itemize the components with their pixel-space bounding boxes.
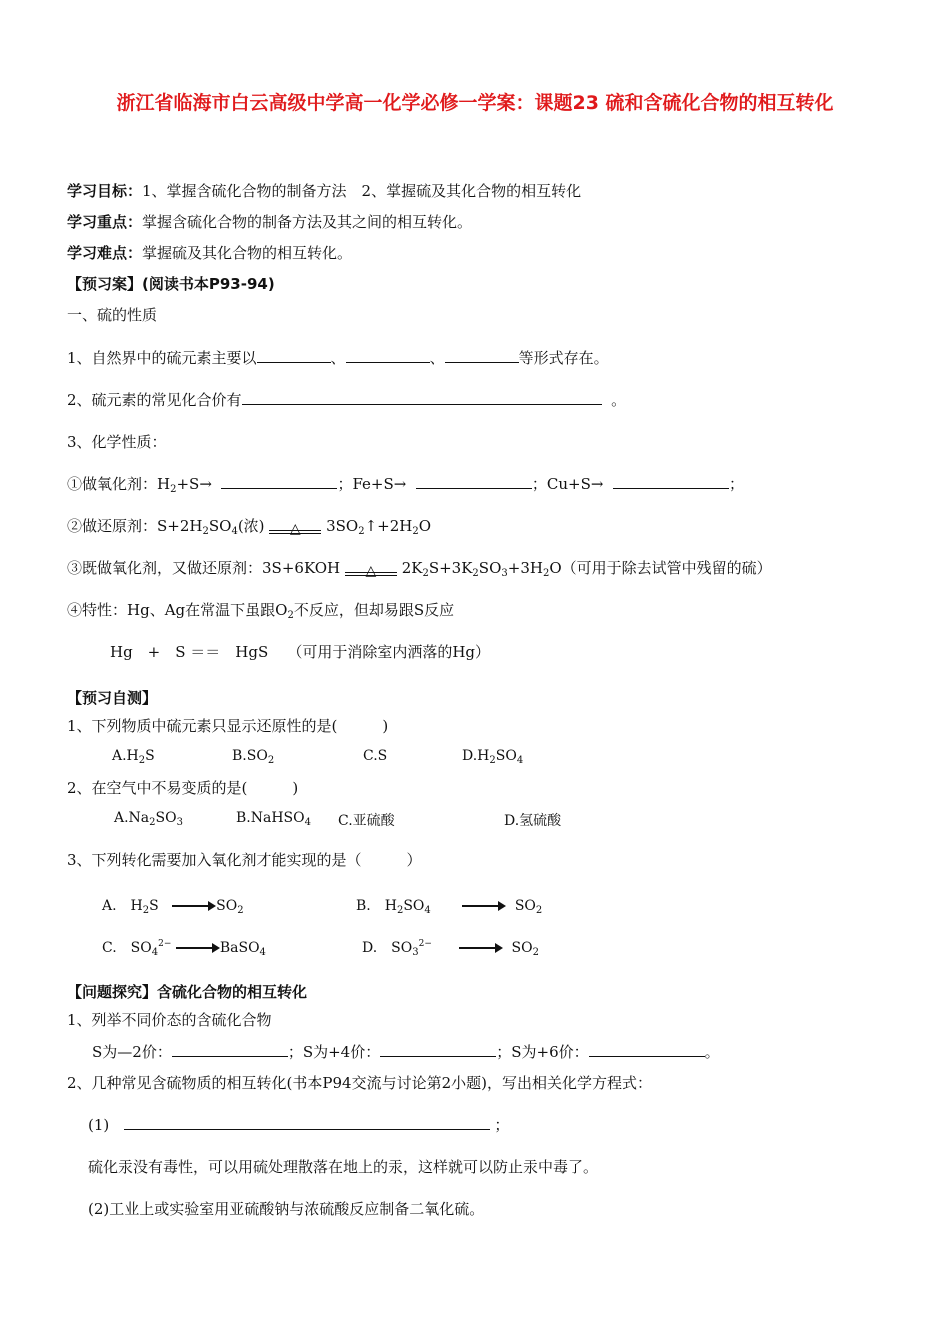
t1-d-sub2: 4 [516, 755, 524, 766]
ox-r1: H [157, 475, 171, 493]
t3-b-sub: 2 [396, 905, 404, 916]
ox-r2: Fe+S [352, 475, 394, 493]
q1-blank-1[interactable] [257, 348, 331, 363]
both-rhs3: SO [478, 559, 502, 577]
equation-1 [88, 1115, 509, 1135]
preview-header: 【预习案】(阅读书本P93-94) [67, 275, 275, 293]
t3-a-product: SO [216, 898, 238, 914]
ox-blank-3[interactable] [613, 474, 729, 489]
both-rhs4: +3H [507, 559, 543, 577]
special-text1: Hg、Ag在常温下虽跟O [127, 601, 288, 619]
q1-blank-2[interactable] [346, 348, 430, 363]
learning-goals [67, 181, 581, 201]
red-lhs2-sub: 4 [231, 526, 238, 537]
t2-a-sub: 2 [149, 817, 156, 828]
valence-end: 。 [704, 1043, 720, 1061]
valence-plus4-blank[interactable] [380, 1042, 496, 1057]
test-question-2: 2、在空气中不易变质的是( ) [67, 779, 299, 797]
reductant-reaction [67, 516, 431, 542]
t1-option-b[interactable] [232, 748, 274, 766]
section-sulfur-properties: 一、硫的性质 [67, 306, 158, 324]
eq-bar-2 [269, 530, 321, 531]
t3-b-text: B. H [356, 898, 397, 914]
t3-a-text2: S [149, 898, 159, 914]
t1-a-text2: S [145, 748, 155, 764]
oxidant-reactions: ①做氧化剂：$H_2+S\to$ ；Fe+S→ ；Cu+S→ ； [67, 475, 745, 495]
t3-c-sup: 2− [158, 939, 172, 949]
learning-focus [67, 212, 472, 232]
both-lhs: 3S+6KOH [262, 559, 341, 577]
t1-d-sub: 2 [489, 755, 496, 766]
t2-option-c[interactable] [338, 810, 395, 830]
t2-a-sub2: 3 [176, 817, 183, 828]
arrow-icon [172, 900, 216, 912]
t3-option-a[interactable] [102, 895, 244, 916]
both-s3: 3 [501, 568, 508, 579]
heating-condition-2 [345, 560, 397, 578]
ox-r3: Cu+S [546, 475, 591, 493]
valence-plus4-label: ；S为+4价： [287, 1043, 381, 1061]
both-s2: 2 [472, 568, 479, 579]
valence-answers [92, 1042, 720, 1062]
learning-difficulty [67, 243, 352, 263]
q1-text-a: 1、自然界中的硫元素主要以 [67, 349, 257, 367]
t3-option-c[interactable] [102, 937, 266, 958]
t1-c-text: C.S [363, 748, 388, 764]
disproportionation-reaction [67, 558, 772, 584]
both-s4: 2 [542, 568, 550, 579]
explore-question-1: 1、列举不同价态的含硫化合物 [67, 1011, 272, 1029]
explore-header: 【问题探究】含硫化合物的相互转化 [67, 983, 308, 1001]
t3-d-product-sub: 2 [532, 947, 539, 958]
goals-text: 1、掌握含硫化合物的制备方法 2、掌握硫及其化合物的相互转化 [142, 182, 582, 200]
t3-c-product-sub: 4 [259, 947, 266, 958]
t1-option-a[interactable] [112, 748, 155, 766]
test-question-1: 1、下列物质中硫元素只显示还原性的是( ) [67, 717, 389, 735]
question-3: 3、化学性质： [67, 433, 167, 451]
red-rhs2-sub: 2 [412, 526, 419, 537]
reductant-label: ②做还原剂： [67, 517, 158, 535]
special-property [67, 600, 454, 626]
t1-a-text: A.H [112, 748, 139, 764]
q2-text-b: 。 [611, 391, 627, 409]
red-lhs-sub: 2 [202, 526, 209, 537]
heating-condition [269, 518, 321, 536]
valence-plus6-label: ；S为+6价： [496, 1043, 589, 1061]
mercury-note: 硫化汞没有毒性，可以用硫处理散落在地上的汞，这样就可以防止汞中毒了。 [88, 1158, 599, 1176]
test-question-3: 3、下列转化需要加入氧化剂才能实现的是（ ） [67, 851, 422, 869]
red-rhs2: ↑+2H [364, 517, 413, 535]
t2-option-a[interactable] [114, 810, 183, 828]
t1-a-sub: 2 [138, 755, 146, 766]
page-title: 浙江省临海市白云高级中学高一化学必修一学案：课题23 硫和含硫化合物的相互转化 [116, 92, 834, 114]
both-rhs2: S+3K [428, 559, 473, 577]
hg-eq-lhs: Hg + S ＝＝ HgS [110, 643, 269, 661]
equation-1-number: (1) [88, 1116, 110, 1134]
valence-plus6-blank[interactable] [589, 1042, 705, 1057]
red-lhs: S+2H [157, 517, 203, 535]
ox-r1-b: +S [176, 475, 200, 493]
valence-minus2-label: S为—2价： [92, 1043, 172, 1061]
selftest-header: 【预习自测】 [67, 689, 158, 707]
t1-b-text: B.SO [232, 748, 268, 764]
t3-option-d[interactable] [362, 937, 539, 958]
t3-d-sup: 2− [418, 939, 432, 949]
t1-d-text: D.H [462, 748, 490, 764]
special-label: ④特性： [67, 601, 128, 619]
t1-b-sub: 2 [267, 755, 275, 766]
ox-end: ； [729, 475, 745, 493]
valence-minus2-blank[interactable] [172, 1042, 288, 1057]
red-rhs3: O [418, 517, 432, 535]
t3-a-sub: 2 [142, 905, 150, 916]
red-rhs: 3SO [326, 517, 359, 535]
t3-d-text: D. SO [362, 940, 413, 956]
t1-option-d[interactable] [462, 748, 523, 766]
goals-label: 学习目标： [67, 182, 143, 200]
t2-option-d[interactable] [504, 810, 561, 830]
t3-option-b[interactable] [356, 895, 542, 916]
t3-a-text: A. H [102, 898, 143, 914]
eq-bar-3 [345, 575, 397, 576]
t1-d-text2: SO [495, 748, 517, 764]
q1-text-b: 等形式存在。 [518, 349, 609, 367]
t2-b-sub: 4 [304, 817, 311, 828]
explore-question-2: 2、几种常见含硫物质的相互转化(书本P94交流与讨论第2小题)，写出相关化学方程式： [67, 1074, 652, 1092]
red-lhs3: (浓) [237, 517, 265, 535]
focus-label: 学习重点： [67, 213, 143, 231]
both-rhs5: O（可用于除去试管中残留的硫） [549, 559, 772, 577]
eq-bar-4 [345, 572, 397, 573]
q1-sep-1: 、 [330, 349, 346, 367]
t3-b-product-sub: 2 [535, 905, 543, 916]
eq-bar [269, 533, 321, 534]
t2-option-b[interactable] [236, 810, 311, 828]
t3-d-product: SO [511, 940, 533, 956]
question-2 [67, 390, 626, 410]
t3-c-product: BaSO [219, 940, 260, 956]
triangle-icon: △ [289, 521, 301, 537]
t2-a-text2: SO [155, 810, 177, 826]
question-1 [67, 348, 609, 368]
triangle-icon-2: △ [365, 563, 377, 579]
equation-2: (2)工业上或实验室用亚硫酸钠与浓硫酸反应制备二氧化硫。 [88, 1200, 485, 1218]
ox-blank-1[interactable] [221, 474, 337, 489]
special-sub: 2 [287, 610, 294, 621]
t2-b-text: B.NaHSO [236, 810, 305, 826]
both-s1: 2 [422, 568, 429, 579]
t3-d-sub: 3 [412, 947, 419, 958]
equation-1-end: ； [494, 1116, 510, 1134]
red-lhs2: SO [208, 517, 232, 535]
t2-d-text: D.氢硫酸 [504, 813, 562, 829]
difficulty-text: 掌握硫及其化合物的相互转化。 [142, 244, 353, 262]
t3-c-text: C. SO [102, 940, 152, 956]
both-label: ③既做氧化剂，又做还原剂： [67, 559, 263, 577]
q2-blank[interactable] [242, 390, 602, 405]
ox-blank-2[interactable] [416, 474, 532, 489]
q2-text-a: 2、硫元素的常见化合价有 [67, 391, 242, 409]
red-rhs-sub: 2 [358, 526, 365, 537]
both-rhs: 2K [401, 559, 423, 577]
mercury-equation [110, 642, 490, 662]
arrow-icon [459, 942, 503, 954]
hg-eq-note: （可用于消除室内洒落的Hg） [287, 643, 491, 661]
ox-sep-2: ； [531, 475, 547, 493]
t3-c-sub: 4 [151, 947, 159, 958]
t2-a-text: A.Na [114, 810, 150, 826]
t3-b-text2: SO [403, 898, 425, 914]
arrow-icon [462, 900, 506, 912]
t3-a-product-sub: 2 [237, 905, 244, 916]
special-text2: 不反应，但却易跟S反应 [293, 601, 455, 619]
equation-1-blank[interactable] [124, 1115, 490, 1130]
focus-text: 掌握含硫化合物的制备方法及其之间的相互转化。 [142, 213, 473, 231]
q1-sep-2: 、 [429, 349, 445, 367]
q1-blank-3[interactable] [445, 348, 519, 363]
ox-sep-1: ； [337, 475, 353, 493]
t3-b-product: SO [514, 898, 536, 914]
arrow-icon [176, 942, 220, 954]
t3-b-sub2: 4 [424, 905, 431, 916]
ox-r1-sub: 2 [170, 484, 177, 495]
difficulty-label: 学习难点： [67, 244, 143, 262]
t2-c-text: C.亚硫酸 [338, 813, 395, 829]
oxidant-label: ①做氧化剂： [67, 475, 158, 493]
t1-option-c[interactable] [363, 748, 387, 764]
